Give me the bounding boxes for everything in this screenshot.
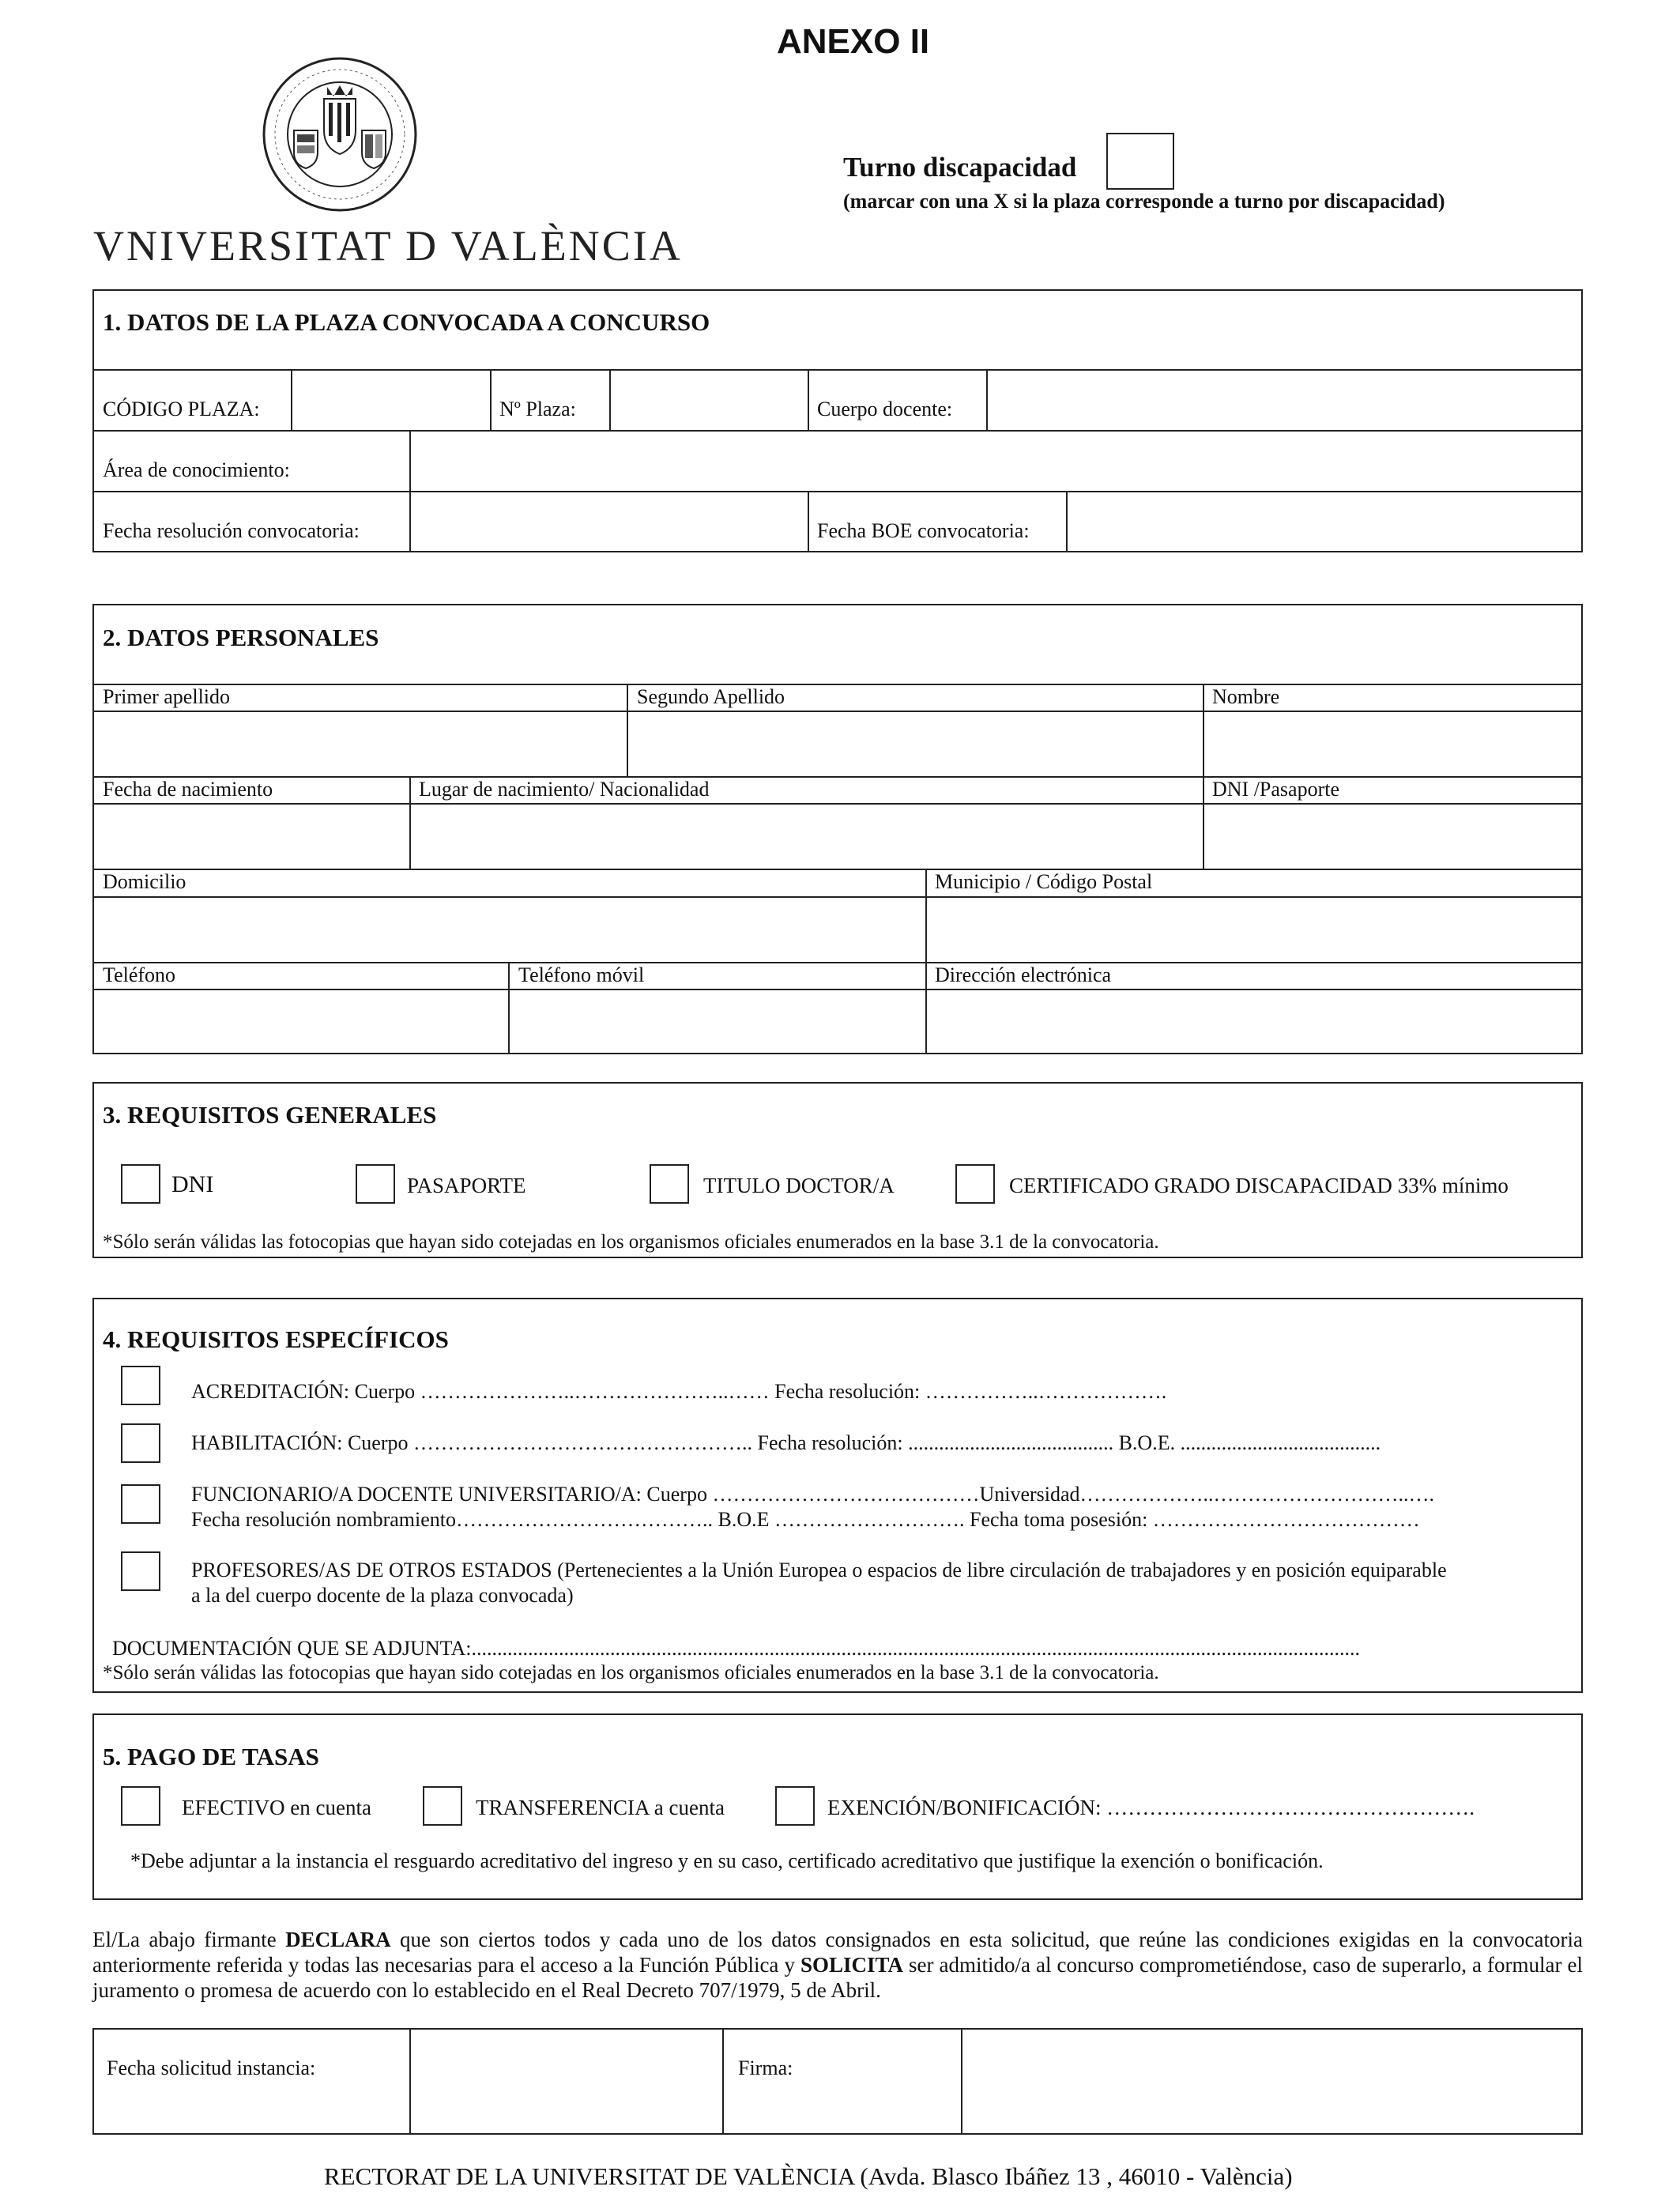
- funcionario-line-2: Fecha resolución nombramiento……………………………….. B.O.E ………………………. Fecha toma posesión: …………………………………: [191, 1508, 1420, 1531]
- email-field[interactable]: [927, 990, 1582, 1054]
- domicilio-label: Domicilio: [103, 870, 186, 893]
- university-logo-text: VNIVERSITAT D VALÈNCIA: [93, 222, 683, 270]
- firma-label: Firma:: [738, 2056, 793, 2079]
- domicilio-field[interactable]: [94, 898, 925, 961]
- cuerpo-docente-field[interactable]: [988, 371, 1582, 429]
- dni-label: DNI: [171, 1171, 214, 1197]
- municipio-field[interactable]: [927, 898, 1582, 961]
- telefono-movil-label: Teléfono móvil: [518, 963, 645, 986]
- efectivo-checkbox[interactable]: [121, 1786, 160, 1826]
- university-seal-icon: [261, 55, 419, 213]
- firma-field[interactable]: [962, 2030, 1582, 2133]
- declaration-paragraph: El/La abajo firmante DECLARA que son ciertos todos y cada uno de los datos consignados en esta solicitud, que reúne las condiciones exigidas en la convocatoria anteriormente referida y todas las necesarias para el acceso a la Función Pública y SOLICITA ser admitido/a al concurso comprometiéndose, caso de superarlo, a formular el juramento o promesa de acuerdo con lo establecido en el Real Decreto 707/1979, 5 de Abril.: [92, 1928, 1583, 2002]
- documentacion-adjunta-line[interactable]: DOCUMENTACIÓN QUE SE ADJUNTA:.............................................................................................................................................................................: [112, 1637, 1360, 1660]
- funcionario-checkbox[interactable]: [121, 1484, 160, 1524]
- codigo-plaza-label: CÓDIGO PLAZA:: [103, 398, 260, 420]
- titulo-doctor-checkbox[interactable]: [650, 1164, 689, 1204]
- telefono-field[interactable]: [94, 990, 507, 1054]
- turno-discapacidad-checkbox[interactable]: [1106, 133, 1174, 190]
- area-conocimiento-label: Área de conocimiento:: [103, 458, 290, 481]
- nombre-field[interactable]: [1204, 712, 1582, 775]
- efectivo-label: EFECTIVO en cuenta: [182, 1796, 371, 1819]
- fecha-resolucion-label: Fecha resolución convocatoria:: [103, 519, 360, 542]
- pasaporte-checkbox[interactable]: [356, 1164, 395, 1204]
- n-plaza-field[interactable]: [611, 371, 807, 429]
- fecha-resolucion-field[interactable]: [411, 492, 807, 551]
- nombre-label: Nombre: [1212, 685, 1280, 708]
- footer-address: RECTORAT DE LA UNIVERSITAT DE VALÈNCIA (Avda. Blasco Ibáñez 13 , 46010 - València): [324, 2162, 1293, 2190]
- acreditacion-line: ACREDITACIÓN: Cuerpo …………………..…………………..…… Fecha resolución: ……………..……………….: [191, 1380, 1167, 1403]
- pasaporte-label: PASAPORTE: [407, 1174, 526, 1197]
- lugar-nacimiento-label: Lugar de nacimiento/ Nacionalidad: [419, 778, 710, 801]
- certificado-discapacidad-label: CERTIFICADO GRADO DISCAPACIDAD 33% mínimo: [1009, 1174, 1509, 1197]
- segundo-apellido-field[interactable]: [628, 712, 1202, 775]
- exencion-checkbox[interactable]: [775, 1786, 815, 1826]
- primer-apellido-label: Primer apellido: [103, 685, 231, 708]
- dni-checkbox[interactable]: [121, 1164, 160, 1204]
- acreditacion-checkbox[interactable]: [121, 1366, 160, 1405]
- turno-discapacidad-note: (marcar con una X si la plaza corresponde a turno por discapacidad): [843, 190, 1445, 213]
- exencion-label: EXENCIÓN/BONIFICACIÓN: …………………………………………….: [827, 1796, 1475, 1819]
- funcionario-line-1: FUNCIONARIO/A DOCENTE UNIVERSITARIO/A: Cuerpo …………………………………Universidad………………..………………………..….: [191, 1483, 1435, 1506]
- fecha-solicitud-field[interactable]: [411, 2030, 721, 2133]
- fecha-solicitud-label: Fecha solicitud instancia:: [107, 2056, 316, 2079]
- certificado-discapacidad-checkbox[interactable]: [955, 1164, 995, 1204]
- telefono-movil-field[interactable]: [510, 990, 925, 1054]
- lugar-nacimiento-field[interactable]: [411, 805, 1202, 868]
- profesores-otros-estados-checkbox[interactable]: [121, 1551, 160, 1591]
- codigo-plaza-field[interactable]: [292, 371, 489, 429]
- section-5-title: 5. PAGO DE TASAS: [103, 1743, 319, 1770]
- transferencia-checkbox[interactable]: [423, 1786, 462, 1826]
- email-label: Dirección electrónica: [935, 963, 1112, 986]
- area-conocimiento-field[interactable]: [411, 432, 1582, 490]
- dni-pasaporte-label: DNI /Pasaporte: [1212, 778, 1340, 801]
- dni-pasaporte-field[interactable]: [1204, 805, 1582, 868]
- habilitacion-line: HABILITACIÓN: Cuerpo ………………………………………….. Fecha resolución: ........................................ B.O.E. .......................................: [191, 1431, 1381, 1454]
- profesores-line-1: PROFESORES/AS DE OTROS ESTADOS (Pertenecientes a la Unión Europea o espacios de libre circulación de trabajadores y en posición equiparable: [191, 1559, 1447, 1581]
- municipio-label: Municipio / Código Postal: [935, 870, 1153, 893]
- section-3-title: 3. REQUISITOS GENERALES: [103, 1101, 437, 1129]
- turno-discapacidad-label: Turno discapacidad: [843, 152, 1077, 183]
- section-3-note: *Sólo serán válidas las fotocopias que hayan sido cotejadas en los organismos oficiales enumerados en la base 3.1 de la convocatoria.: [103, 1231, 1159, 1253]
- telefono-label: Teléfono: [103, 963, 176, 986]
- segundo-apellido-label: Segundo Apellido: [637, 685, 785, 708]
- fecha-nacimiento-label: Fecha de nacimiento: [103, 778, 273, 801]
- section-2-title: 2. DATOS PERSONALES: [103, 624, 379, 651]
- section-4-note: *Sólo serán válidas las fotocopias que hayan sido cotejadas en los organismos oficiales enumerados en la base 3.1 de la convocatoria.: [103, 1662, 1159, 1683]
- habilitacion-checkbox[interactable]: [121, 1423, 160, 1463]
- section-5-note: *Debe adjuntar a la instancia el resguardo acreditativo del ingreso y en su caso, certificado acreditativo que justifique la exención o bonificación.: [130, 1849, 1324, 1872]
- fecha-boe-field[interactable]: [1068, 492, 1582, 551]
- cuerpo-docente-label: Cuerpo docente:: [817, 398, 953, 420]
- section-4-title: 4. REQUISITOS ESPECÍFICOS: [103, 1325, 449, 1353]
- fecha-boe-label: Fecha BOE convocatoria:: [817, 519, 1030, 542]
- transferencia-label: TRANSFERENCIA a cuenta: [476, 1796, 725, 1819]
- primer-apellido-field[interactable]: [94, 712, 626, 775]
- page-title: ANEXO II: [777, 22, 930, 61]
- section-1-title: 1. DATOS DE LA PLAZA CONVOCADA A CONCURSO: [103, 308, 710, 336]
- fecha-nacimiento-field[interactable]: [94, 805, 409, 868]
- profesores-line-2: a la del cuerpo docente de la plaza convocada): [191, 1584, 574, 1607]
- n-plaza-label: Nº Plaza:: [499, 398, 576, 420]
- titulo-doctor-label: TITULO DOCTOR/A: [703, 1174, 895, 1197]
